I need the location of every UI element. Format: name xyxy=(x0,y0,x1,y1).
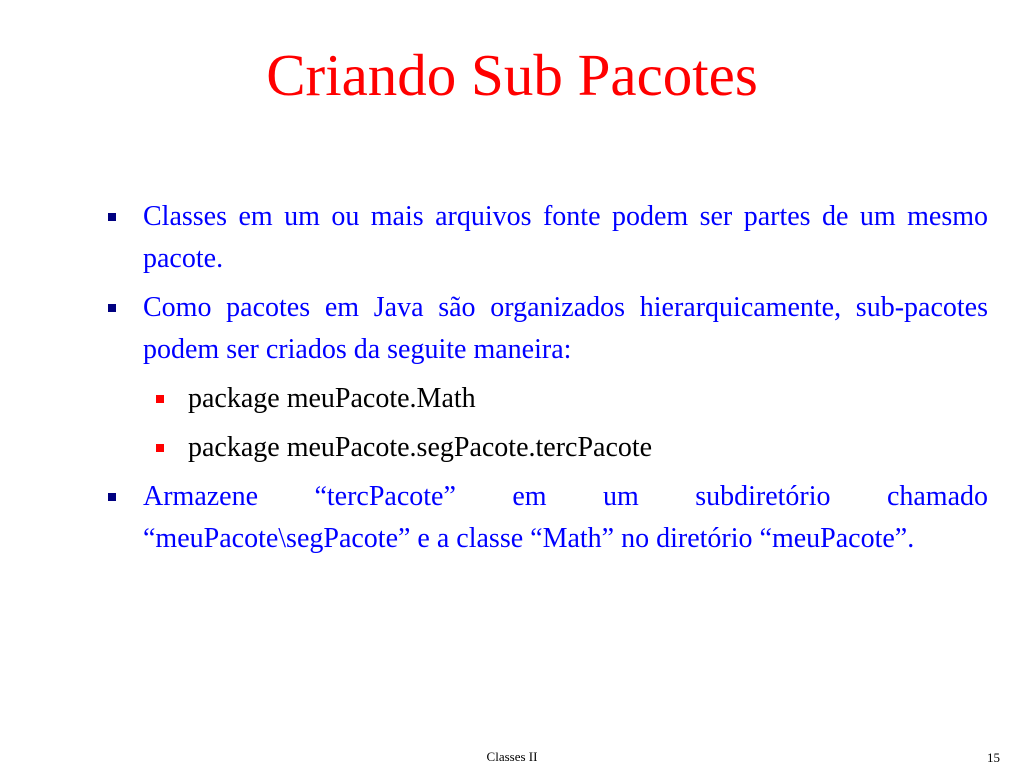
bullet-list xyxy=(143,196,988,560)
sub-bullet-item xyxy=(188,427,988,469)
sub-bullet-item xyxy=(188,378,988,420)
square-bullet-icon xyxy=(156,395,164,403)
square-bullet-icon xyxy=(108,493,116,501)
square-bullet-icon xyxy=(156,444,164,452)
page-number: 15 xyxy=(987,750,1000,765)
sub-bullet-text: package meuPacote.Math xyxy=(188,383,476,414)
square-bullet-icon xyxy=(108,304,116,312)
footer-title: Classes II xyxy=(486,749,538,764)
bullet-item xyxy=(143,196,988,280)
bullet-item xyxy=(143,476,988,560)
bullet-text: Armazene “tercPacote” em um subdiretório chamado “meuPacote\segPacote” e a classe “Math” no diretório “meuPacote”. xyxy=(143,481,988,554)
square-bullet-icon xyxy=(108,213,116,221)
sub-bullet-text: package meuPacote.segPacote.tercPacote xyxy=(188,432,653,463)
bullet-item xyxy=(143,287,988,371)
slide-title: Criando Sub Pacotes xyxy=(266,42,758,108)
bullet-text: Como pacotes em Java são organizados hierarquicamente, sub-pacotes podem ser criados da seguite maneira: xyxy=(143,292,988,365)
bullet-text: Classes em um ou mais arquivos fonte podem ser partes de um mesmo pacote. xyxy=(143,201,988,274)
